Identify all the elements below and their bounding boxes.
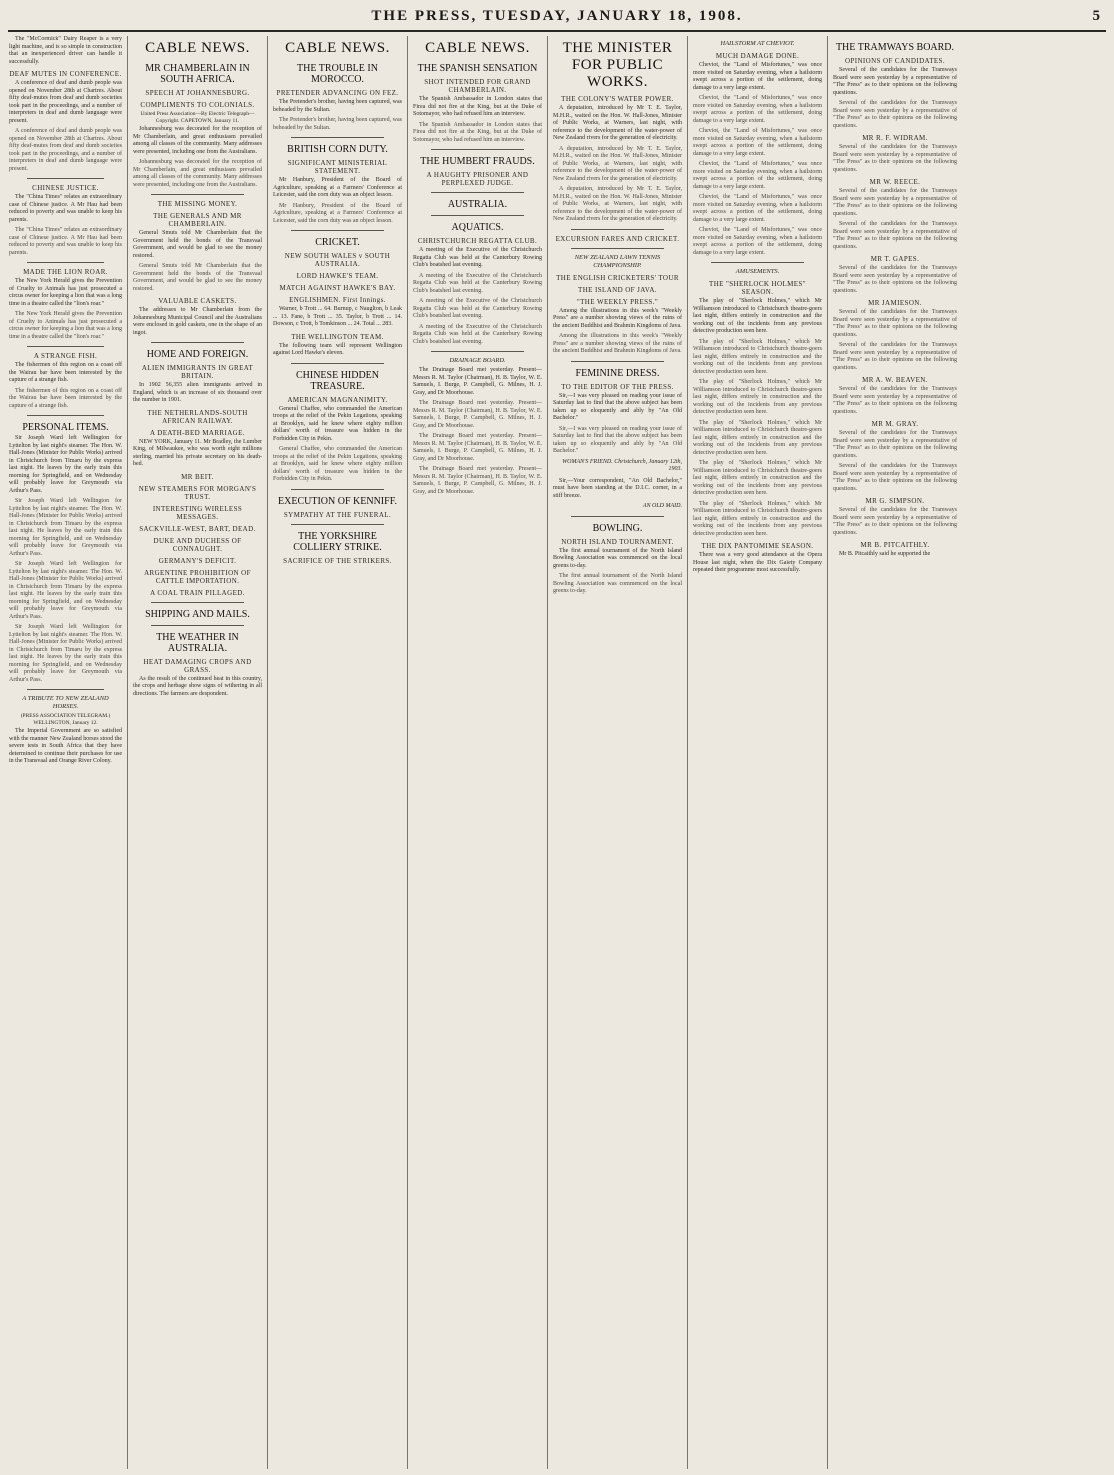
sherlock-holmes-text: The play of "Sherlock Holmes," which Mr Williamson introduced to Christchurch theatre-goers last night, differs entirely in construction and the working out of the incidents from any previous detective production seen here. (693, 298, 822, 334)
divider (431, 149, 524, 150)
death-bed-text: NEW YORK, January 11. Mr Bradley, the Lumber King, of Milwaukee, who was worth eight millions sterling, married his private secretary on his death-bed. (133, 438, 262, 467)
missing-money-text: General Smuts told Mr Chamberlain that the Government held the bonds of the Transvaal Government, and would be glad to see the money restored. (133, 263, 262, 292)
chinese-justice-text: The "China Times" relates an extraordinary case of Chinese justice. A Mr Hau had been reduced to poverty and was unable to keep his parents. (9, 194, 122, 223)
sherlock-holmes-text: The play of "Sherlock Holmes," which Mr Williamson introduced to Christchurch theatre-goers last night, differs entirely in construction and the working out of the incidents from any previous detective production seen here. (693, 419, 822, 456)
yorkshire-heading: THE YORKSHIRE COLLIERY STRIKE. (293, 530, 382, 553)
missing-money-subheading: THE GENERALS AND MR CHAMBERLAIN. (153, 212, 242, 228)
aliens-heading: ALIEN IMMIGRANTS IN GREAT BRITAIN. (141, 364, 254, 380)
regatta-text: A meeting of the Executive of the Christchurch Regatta Club was held at the Canterbury Rowing Club's boatshed last evening. (413, 323, 542, 345)
hailstorm-subheading: MUCH DAMAGE DONE. (715, 52, 800, 60)
tramways-heading: THE TRAMWAYS BOARD. (835, 42, 955, 53)
mr-beit-heading: MR BEIT. (181, 472, 214, 481)
cricket-heading: CRICKET. (315, 237, 360, 248)
divider (291, 363, 384, 364)
morocco-subheading: PRETENDER ADVANCING ON FEZ. (276, 89, 399, 97)
column-5 (548, 36, 688, 1469)
column-1 (4, 36, 128, 1469)
hailstorm-text: Cheviot, the "Land of Misfortunes," was once more visited on Saturday evening, when a hailstorm swept across a portion of the settlement, doing damage to a very large extent. (693, 128, 822, 157)
regatta-text: A meeting of the Executive of the Christchurch Regatta Club was held at the Canterbury Rowing Club's boatshed last evening. (413, 298, 542, 319)
tramways-intro-text: Several of the candidates for the Tramways Board were seen yesterday by a representative of "The Press" as to their opinions on the following questions. (833, 265, 957, 294)
personal-items-text: Sir Joseph Ward left Wellington for Lyttelton by last night's steamer. The Hon. W. Hall-Jones (Minister for Public Works) arrived in Christchurch from Timaru by the express last night. He leaves by the early train this morning for Springfield, and on Wednesday will probably leave for Greymouth via Arthur's Pass. (9, 435, 122, 494)
lion-text: The New York Herald gives the Prevention of Cruelty to Animals has just prosecuted a circus owner for keeping a lion that was a long time in a theatre called the "lion's roar." (9, 278, 122, 307)
hidden-treasure-heading: CHINESE HIDDEN TREASURE. (295, 369, 380, 392)
bowling-text: The first annual tournament of the North Island Bowling Association was commenced on the local greens to-day. (553, 547, 682, 569)
old-maid-text: Sir,—Your correspondent, "An Old Bachelor," must have been standing at the D.I.C. corner, in a stiff breeze. (553, 477, 682, 499)
personal-items-heading: PERSONAL ITEMS. (22, 422, 109, 433)
spanish-sensation-text: The Spanish Ambassador in London states that Firea did not fire at the King, but at the Duke of Sotomayor, who had refused him an interview. (413, 121, 542, 143)
sherlock-holmes-text: The play of "Sherlock Holmes," which Mr Williamson introduced to Christchurch theatre-goers last night, differs entirely in construction and the working out of the incidents from any previous detective production seen here. (693, 500, 822, 537)
chamberlain-heading: MR CHAMBERLAIN IN SOUTH AFRICA. (145, 63, 250, 85)
coal-train-heading: A COAL TRAIN PILLAGED. (150, 588, 245, 597)
morocco-text: The Pretender's brother, having been captured, was beheaded by the Sultan. (273, 99, 402, 113)
weekly-press-text: Among the illustrations in this week's "Weekly Press" are a number showing views of the ruins of the ancient Buddhist and Brahmin Kingdoms of Java. (553, 333, 682, 354)
valuable-caskets-heading: VALUABLE CASKETS. (158, 297, 237, 305)
strange-fish-text: The fishermen of this region on a coast off the Wairau bar have been interested by the capture of a strange fish. (9, 387, 122, 409)
spanish-sensation-heading: THE SPANISH SENSATION (417, 63, 538, 74)
deputation-text: A deputation, introduced by Mr T. E. Taylor, M.H.R., waited on the Hon. W. Hall-Jones, Minister of Public Works, at Warners, last night, with reference to the development of the water-power of New Zealand rivers for the generation of electricity. (553, 105, 682, 141)
lord-hawke-heading: LORD HAWKE'S TEAM. (296, 272, 379, 280)
candidate-heading: MR M. GRAY. (871, 420, 919, 428)
personal-items-text: Sir Joseph Ward left Wellington for Lyttelton by last night's steamer. The Hon. W. Hall-Jones (Minister for Public Works) arrived in Christchurch from Timaru by the express last night. He leaves by the early train this morning for Springfield, and on Wednesday will probably leave for Greymouth via Arthur's Pass. (9, 624, 122, 683)
sackville-heading: SACKVILLE-WEST, BART, DEAD. (139, 524, 256, 533)
divider (151, 194, 244, 195)
chamberlain-subheading: SPEECH AT JOHANNESBURG. (145, 89, 250, 97)
deaf-mutes-text: A conference of deaf and dumb people was opened on November 28th at Chartres. About fifty deaf-mutes from deaf and dumb societies took part in the proceedings, and a number of interpreters in deaf and dumb language were present. (9, 128, 122, 172)
candidate-heading: MR B. PITCAITHLY. (860, 541, 930, 549)
strange-fish-heading: A STRANGE FISH. (33, 352, 98, 360)
tramways-subheading: OPINIONS OF CANDIDATES. (844, 57, 945, 65)
masthead-title: THE PRESS, TUESDAY, JANUARY 18, 1908. (371, 8, 743, 24)
chinese-justice-heading: CHINESE JUSTICE. (32, 184, 99, 192)
wellington-team-heading: THE WELLINGTON TEAM. (291, 332, 384, 341)
divider (291, 137, 384, 138)
tribute-text: The Imperial Government are so satisfied with the manner New Zealand horses stood the severe tests in South Africa that they have determined to continue their purchases for use in the Transvaal and Orange River Colony. (9, 728, 122, 764)
divider (291, 230, 384, 231)
bowling-text: The first annual tournament of the North Island Bowling Association was commenced on the local greens to-day. (553, 573, 682, 594)
chamberlain-wire: United Press Association—By Electric Telegraph—Copyright. CAPETOWN, January 11. (140, 111, 255, 124)
lion-heading: MADE THE LION ROAR. (23, 268, 108, 276)
deputation-text: A deputation, introduced by Mr T. E. Taylor, M.H.R., waited on the Hon. W. Hall-Jones, Minister of Public Works, at Warners, last night, with reference to the development of the water-power of New Zealand rivers for the generation of electricity. (553, 186, 682, 222)
weekly-press-heading: "THE WEEKLY PRESS." (576, 297, 659, 306)
feminine-dress-text: Sir,—I was very pleased on reading your issue of Saturday last to find that the above subject has been taken up so eloquently and ably by "An Old Bachelor." (553, 425, 682, 454)
drainage-text: The Drainage Board met yesterday. Present—Messrs R. M. Taylor (Chairman), H. B. Taylor, W. E. Samuels, I. Burge, P. Campbell, G. Milnes, H. J. Gray, and Dr Moorhouse. (413, 466, 542, 495)
tramways-intro-text: Several of the candidates for the Tramways Board were seen yesterday by a representative of "The Press" as to their opinions on the following questions. (833, 342, 957, 371)
tramways-intro-text: Several of the candidates for the Tramways Board were seen yesterday by a representative of "The Press" as to their opinions on the following questions. (833, 463, 957, 492)
hailstorm-heading: HAILSTORM AT CHEVIOT. (720, 40, 795, 47)
divider (571, 229, 664, 230)
tramways-intro-text: Several of the candidates for the Tramways Board were seen yesterday by a representative of "The Press" as to their opinions on the following questions. (833, 507, 957, 536)
hailstorm-text: Cheviot, the "Land of Misfortunes," was once more visited on Saturday evening, when a hailstorm swept across a portion of the settlement, doing damage to a very large extent. (693, 227, 822, 256)
chinese-justice-text: The "China Times" relates an extraordinary case of Chinese justice. A Mr Hau had been reduced to poverty and was unable to keep his parents. (9, 227, 122, 256)
weather-text: As the result of the continued heat in this country, the crops and herbage show signs of withering in all directions. The farmers are despondent. (133, 675, 262, 697)
cable-news-heading: CABLE NEWS. (425, 40, 530, 56)
sherlock-holmes-heading: THE "SHERLOCK HOLMES" SEASON. (709, 280, 806, 296)
divider (151, 625, 244, 626)
weather-heading: THE WEATHER IN AUSTRALIA. (156, 631, 239, 654)
tramways-intro-text: Several of the candidates for the Tramways Board were seen yesterday by a representative of "The Press" as to their opinions on the following questions. (833, 430, 957, 459)
argentine-heading: ARGENTINE PROHIBITION OF CATTLE IMPORTATION. (144, 568, 251, 585)
tramways-intro-text: Several of the candidates for the Tramways Board were seen yesterday by a representative of "The Press" as to their opinions on the following questions. (833, 188, 957, 217)
divider (27, 346, 104, 347)
java-heading: THE ISLAND OF JAVA. (578, 285, 657, 294)
candidate-heading: MR JAMIESON. (868, 299, 922, 307)
candidate-heading: MR W. REECE. (869, 178, 921, 186)
tramways-intro-text: Several of the candidates for the Tramways Board were seen yesterday by a representative of "The Press" as to their opinions on the following questions. (833, 67, 957, 96)
humbert-heading: THE HUMBERT FRAUDS. (420, 156, 535, 167)
divider (431, 215, 524, 216)
column-3 (268, 36, 408, 1469)
hidden-treasure-text: General Chaffee, who commanded the American troops at the relief of the Pekin Legations, speaking at Brooklyn, said he knew where eighty million dollars' worth of treasure was hidden in the Forbidden City in Pekin. (273, 446, 402, 482)
hailstorm-text: Cheviot, the "Land of Misfortunes," was once more visited on Saturday evening, when a hailstorm swept across a portion of the settlement, doing damage to a very large extent. (693, 161, 822, 190)
candidate-heading: MR R. F. WIDRAM. (862, 134, 928, 142)
hidden-treasure-text: General Chaffee, who commanded the American troops at the relief of the Pekin Legations, speaking at Brooklyn, said he knew where eighty million dollars' worth of treasure was hidden in the Forbidden City in Pekin. (273, 405, 402, 442)
tramways-intro-text: Several of the candidates for the Tramways Board were seen yesterday by a representative of "The Press" as to their opinions on the following questions. (833, 144, 957, 173)
tramways-intro-text: Several of the candidates for the Tramways Board were seen yesterday by a representative of "The Press" as to their opinions on the following questions. (833, 386, 957, 415)
spanish-sensation-text: The Spanish Ambassador in London states that Firea did not fire at the King, but at the Duke of Sotomayor, who had refused him an interview. (413, 96, 542, 117)
chamberlain-text: Johannesburg was decorated for the reception of Mr Chamberlain, and great enthusiasm prevailed among all classes of the community. Many addresses were presented, including one from the Australians. (133, 159, 262, 188)
personal-items-text: Sir Joseph Ward left Wellington for Lyttelton by last night's steamer. The Hon. W. Hall-Jones (Minister for Public Works) arrived in Christchurch from Timaru by the express last night. He leaves by the early train this morning for Springfield, and on Wednesday will probably leave for Greymouth via Arthur's Pass. (9, 561, 122, 620)
australia-heading: AUSTRALIA. (447, 199, 508, 210)
feminine-dress-text: Sir,—I was very pleased on reading your issue of Saturday last to find that the above subject has been taken up so eloquently and ably by "An Old Bachelor." (553, 392, 682, 421)
column-6 (688, 36, 828, 1469)
divider (27, 178, 104, 179)
lord-hawke-subheading: MATCH AGAINST HAWKE'S BAY. (279, 284, 396, 292)
old-maid-signoff: AN OLD MAID. (642, 503, 682, 509)
corn-duty-text: Mr Hanbury, President of the Board of Agriculture, speaking at a Farmers' Conference at Leicester, said the corn duty was an object lesson. (273, 177, 402, 198)
divider (27, 415, 104, 416)
dix-pantomime-heading: THE DIX PANTOMIME SEASON. (701, 542, 814, 550)
cricket-subheading: NEW SOUTH WALES v SOUTH AUSTRALIA. (284, 252, 391, 268)
bowling-heading: BOWLING. (592, 522, 643, 534)
candidate-heading: MR T. GAPES. (870, 255, 920, 263)
home-foreign-heading: HOME AND FOREIGN. (146, 349, 249, 360)
dix-pantomime-text: There was a very good attendance at the Opera House last night, when the Dix Gaiety Company repeated their programme most successfully. (693, 552, 822, 573)
corn-duty-heading: BRITISH CORN DUTY. (287, 144, 388, 155)
bowling-subheading: NORTH ISLAND TOURNAMENT. (561, 537, 674, 546)
yorkshire-subheading: SACRIFICE OF THE STRIKERS. (283, 556, 392, 565)
divider (27, 262, 104, 263)
feminine-dress-subheading: TO THE EDITOR OF THE PRESS. (561, 382, 674, 391)
tribute-heading: A TRIBUTE TO NEW ZEALAND HORSES. (22, 695, 109, 710)
lawn-tennis-heading: NEW ZEALAND LAWN TENNIS CHAMPIONSHIP. (574, 253, 661, 269)
divider (431, 351, 524, 352)
divider (711, 262, 804, 263)
railway-heading: THE NETHERLANDS-SOUTH AFRICAN RAILWAY. (147, 408, 248, 425)
dairy-reaper-text: The "McCormick" Dairy Reaper is a very light machine, and is so simple in construction that an inexperienced driver can handle it successfully. (9, 36, 122, 65)
death-bed-heading: A DEATH-BED MARRIAGE. (150, 428, 245, 437)
divider (291, 489, 384, 490)
column-4 (408, 36, 548, 1469)
tramways-intro-text: Several of the candidates for the Tramways Board were seen yesterday by a representative of "The Press" as to their opinions on the following questions. (833, 221, 957, 250)
lion-text: The New York Herald gives the Prevention of Cruelty to Animals has just prosecuted a circus owner for keeping a lion that was a long time in a theatre called the "lion's roar." (9, 311, 122, 340)
feminine-dress-heading: FEMININE DRESS. (575, 367, 660, 379)
spanish-sensation-subheading: SHOT INTENDED FOR GRAND CHAMBERLAIN. (424, 78, 531, 94)
strange-fish-text: The fishermen of this region on a coast off the Wairau bar have been interested by the capture of a strange fish. (9, 362, 122, 383)
scores-text: Warner, b Trott ... 64. Burnup, c Nauglton, b Leak ... 13. Fane, b Trott ... 35. Taylor, b Trott ... 14. Dowson, c Trott, b Tomkinson ... 24. Total ... 283. (273, 306, 402, 327)
aquatics-heading: AQUATICS. (451, 222, 504, 233)
sherlock-holmes-text: The play of "Sherlock Holmes," which Mr Williamson introduced to Christchurch theatre-goers last night, differs entirely in construction and the working out of the incidents from any previous detective production seen here. (693, 338, 822, 375)
weather-subheading: HEAT DAMAGING CROPS AND GRASS. (143, 657, 252, 674)
divider (151, 342, 244, 343)
corn-duty-subheading: SIGNIFICANT MINISTERIAL STATEMENT. (287, 159, 388, 175)
excursion-heading: EXCURSION FARES AND CRICKET. (555, 234, 680, 243)
divider (151, 602, 244, 603)
drainage-text: The Drainage Board met yesterday. Present—Messrs R. M. Taylor (Chairman), H. B. Taylor, W. E. Samuels, I. Burge, P. Campbell, G. Milnes, H. J. Gray, and Dr Moorhouse. (413, 367, 542, 396)
corn-duty-text: Mr Hanbury, President of the Board of Agriculture, speaking at a Farmers' Conference at Leicester, said the corn duty was an object lesson. (273, 202, 402, 224)
scores-heading: ENGLISHMEN. First Innings. (289, 296, 386, 304)
tramways-intro-text: Several of the candidates for the Tramways Board were seen yesterday by a representative of "The Press" as to their opinions on the following questions. (833, 100, 957, 129)
drainage-text: The Drainage Board met yesterday. Present—Messrs R. M. Taylor (Chairman), H. B. Taylor, W. E. Samuels, I. Burge, P. Campbell, G. Milnes, H. J. Gray, and Dr Moorhouse. (413, 400, 542, 429)
chamberlain-text: Johannesburg was decorated for the reception of Mr Chamberlain, and great enthusiasm prevailed among all classes of the community. Many addresses were presented, including one from the Australians. (133, 126, 262, 155)
divider (431, 192, 524, 193)
morocco-heading: THE TROUBLE IN MOROCCO. (297, 63, 378, 85)
humbert-subheading: A HAUGHTY PRISONER AND PERPLEXED JUDGE. (426, 171, 529, 187)
hidden-treasure-subheading: AMERICAN MAGNANIMITY. (287, 395, 388, 404)
personal-items-text: Sir Joseph Ward left Wellington for Lyttelton by last night's steamer. The Hon. W. Hall-Jones (Minister for Public Works) arrived in Christchurch from Timaru by the express last night. He leaves by the early train this morning for Springfield, and on Wednesday will probably leave for Greymouth via Arthur's Pass. (9, 498, 122, 557)
kenniff-subheading: SYMPATHY AT THE FUNERAL. (283, 510, 392, 519)
cable-news-heading: CABLE NEWS. (145, 40, 250, 56)
column-7 (828, 36, 962, 1469)
hailstorm-text: Cheviot, the "Land of Misfortunes," was once more visited on Saturday evening, when a hailstorm swept across a portion of the settlement, doing damage to a very large extent. (693, 95, 822, 124)
column-2 (128, 36, 268, 1469)
wireless-heading: INTERESTING WIRELESS MESSAGES. (152, 504, 243, 521)
divider (571, 361, 664, 362)
tribute-wire: (PRESS ASSOCIATION TELEGRAM.) WELLINGTON, January 12. (20, 713, 111, 726)
masthead (8, 6, 1106, 32)
missing-money-heading: THE MISSING MONEY. (157, 200, 238, 208)
aliens-text: In 1902 56,355 alien immigrants arrived in England, which is an increase of six thousand over the number in 1901. (133, 382, 262, 403)
deficit-heading: GERMANY'S DEFICIT. (158, 556, 237, 565)
sherlock-holmes-text: The play of "Sherlock Holmes," which Mr Williamson introduced to Christchurch theatre-goers last night, differs entirely in construction and the working out of the incidents from any previous detective production seen here. (693, 379, 822, 415)
feminine-dress-signoff: WOMAN'S FRIEND. Christchurch, January 12th, 1903. (562, 458, 682, 472)
page-number: 5 (1092, 8, 1100, 24)
cable-news-heading: CABLE NEWS. (285, 40, 390, 56)
steamers-heading: NEW STEAMERS FOR MORGAN'S TRUST. (138, 484, 257, 501)
public-works-heading: THE MINISTER FOR PUBLIC WORKS. (562, 40, 673, 90)
chamberlain-subheading: COMPLIMENTS TO COLONIALS. (140, 101, 255, 109)
drainage-heading: DRAINAGE BOARD. (449, 357, 506, 364)
candidate-heading: MR A. W. BEAVEN. (862, 376, 928, 384)
water-power-subheading: THE COLONY'S WATER POWER. (561, 95, 674, 103)
regatta-text: A meeting of the Executive of the Christchurch Regatta Club was held at the Canterbury Rowing Club's boatshed last evening. (413, 272, 542, 294)
regatta-subheading: CHRISTCHURCH REGATTA CLUB. (417, 237, 538, 245)
divider (571, 516, 664, 517)
missing-money-text: General Smuts told Mr Chamberlain that the Government held the bonds of the Transvaal Government, and would be glad to see the money restored. (133, 230, 262, 259)
divider (27, 689, 104, 690)
valuable-caskets-text: The addresses to Mr Chamberlain from the Johannesburg Municipal Council and the Australians were enclosed in gold caskets, one in the shape of an ingot. (133, 307, 262, 336)
hailstorm-text: Cheviot, the "Land of Misfortunes," was once more visited on Saturday evening, when a hailstorm swept across a portion of the settlement, doing damage to a very large extent. (693, 194, 822, 223)
shipping-heading: SHIPPING AND MAILS. (145, 608, 250, 620)
deaf-mutes-heading: DEAF MUTES IN CONFERENCE. (9, 70, 122, 78)
deaf-mutes-text: A conference of deaf and dumb people was opened on November 28th at Chartres. About fifty deaf-mutes from deaf and dumb societies took part in the proceedings, and a number of interpreters in deaf and dumb language were present. (9, 80, 122, 124)
kenniff-heading: EXECUTION OF KENNIFF. (278, 495, 397, 507)
cricketers-tour-heading: THE ENGLISH CRICKETERS' TOUR (556, 273, 679, 282)
amusements-heading: AMUSEMENTS. (735, 268, 780, 275)
weekly-press-text: Among the illustrations in this week's "Weekly Press" are a number showing views of the ruins of the ancient Buddhist and Brahmin Kingdoms of Java. (553, 307, 682, 329)
morocco-text: The Pretender's brother, having been captured, was beheaded by the Sultan. (273, 117, 402, 131)
deputation-text: A deputation, introduced by Mr T. E. Taylor, M.H.R., waited on the Hon. W. Hall-Jones, Minister of Public Works, at Warners, last night, with reference to the development of the water-power of New Zealand rivers for the generation of electricity. (553, 145, 682, 182)
drainage-text: The Drainage Board met yesterday. Present—Messrs R. M. Taylor (Chairman), H. B. Taylor, W. E. Samuels, I. Burge, P. Campbell, G. Milnes, H. J. Gray, and Dr Moorhouse. (413, 433, 542, 462)
sherlock-holmes-text: The play of "Sherlock Holmes," which Mr Williamson introduced to Christchurch theatre-goers last night, differs entirely in construction and the working out of the incidents from any previous detective production seen here. (693, 460, 822, 496)
connaught-heading: DUKE AND DUCHESS OF CONNAUGHT. (153, 536, 242, 553)
divider (291, 524, 384, 525)
tramways-intro-text: Several of the candidates for the Tramways Board were seen yesterday by a representative of "The Press" as to their opinions on the following questions. (833, 309, 957, 338)
candidate-heading: MR G. SIMPSON. (865, 497, 925, 505)
regatta-text: A meeting of the Executive of the Christchurch Regatta Club was held at the Canterbury Rowing Club's boatshed last evening. (413, 247, 542, 268)
hailstorm-text: Cheviot, the "Land of Misfortunes," was once more visited on Saturday evening, when a hailstorm swept across a portion of the settlement, doing damage to a very large extent. (693, 62, 822, 91)
columns (4, 36, 1110, 1469)
pitcaithly-text: Mr B. Pitcaithly said he supported the (839, 551, 931, 557)
divider (571, 248, 664, 249)
wellington-team-text: The following team will represent Wellington against Lord Hawke's eleven. (273, 342, 402, 356)
